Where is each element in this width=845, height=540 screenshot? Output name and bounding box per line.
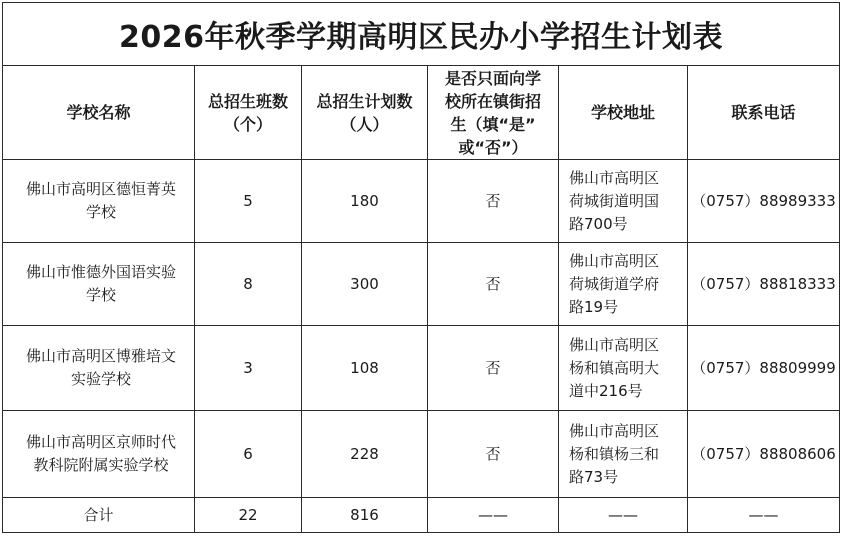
- table-row: [3, 243, 840, 326]
- table-row: [3, 160, 840, 243]
- school-name-cell: 佛山市惟德外国语实验 学校: [3, 243, 195, 326]
- total-row: [3, 498, 840, 533]
- table-title: 2026年秋季学期高明区民办小学招生计划表: [3, 3, 840, 66]
- local-only-cell: 否: [428, 326, 559, 411]
- total-phone: ——: [688, 498, 840, 533]
- address-cell: 佛山市高明区 杨和镇杨三和 路73号: [559, 411, 688, 498]
- enrollment-plan-table: [2, 2, 840, 533]
- school-name-cell: 佛山市高明区德恒菁英 学校: [3, 160, 195, 243]
- header-total-plan: 总招生计划数 （人）: [302, 66, 428, 160]
- local-only-cell: 否: [428, 160, 559, 243]
- phone-cell: （0757）88808606: [688, 411, 840, 498]
- total-label: 合计: [3, 498, 195, 533]
- total-address: ——: [559, 498, 688, 533]
- plan-cell: 300: [302, 243, 428, 326]
- school-name-cell: 佛山市高明区博雅培文 实验学校: [3, 326, 195, 411]
- local-only-cell: 否: [428, 243, 559, 326]
- local-only-cell: 否: [428, 411, 559, 498]
- plan-cell: 108: [302, 326, 428, 411]
- phone-cell: （0757）88818333: [688, 243, 840, 326]
- school-name-cell: 佛山市高明区京师时代 教科院附属实验学校: [3, 411, 195, 498]
- table-row: [3, 411, 840, 498]
- phone-cell: （0757）88989333: [688, 160, 840, 243]
- total-classes: 22: [195, 498, 302, 533]
- header-address: 学校地址: [559, 66, 688, 160]
- header-row: [3, 66, 840, 160]
- total-plan: 816: [302, 498, 428, 533]
- plan-cell: 180: [302, 160, 428, 243]
- header-total-classes: 总招生班数 （个）: [195, 66, 302, 160]
- address-cell: 佛山市高明区 杨和镇高明大 道中216号: [559, 326, 688, 411]
- plan-cell: 228: [302, 411, 428, 498]
- header-local-only: 是否只面向学 校所在镇街招 生（填“是” 或“否”）: [428, 66, 559, 160]
- address-cell: 佛山市高明区 荷城街道学府 路19号: [559, 243, 688, 326]
- table-row: [3, 326, 840, 411]
- classes-cell: 5: [195, 160, 302, 243]
- address-cell: 佛山市高明区 荷城街道明国 路700号: [559, 160, 688, 243]
- header-phone: 联系电话: [688, 66, 840, 160]
- header-school-name: 学校名称: [3, 66, 195, 160]
- classes-cell: 6: [195, 411, 302, 498]
- classes-cell: 8: [195, 243, 302, 326]
- classes-cell: 3: [195, 326, 302, 411]
- phone-cell: （0757）88809999: [688, 326, 840, 411]
- total-local-only: ——: [428, 498, 559, 533]
